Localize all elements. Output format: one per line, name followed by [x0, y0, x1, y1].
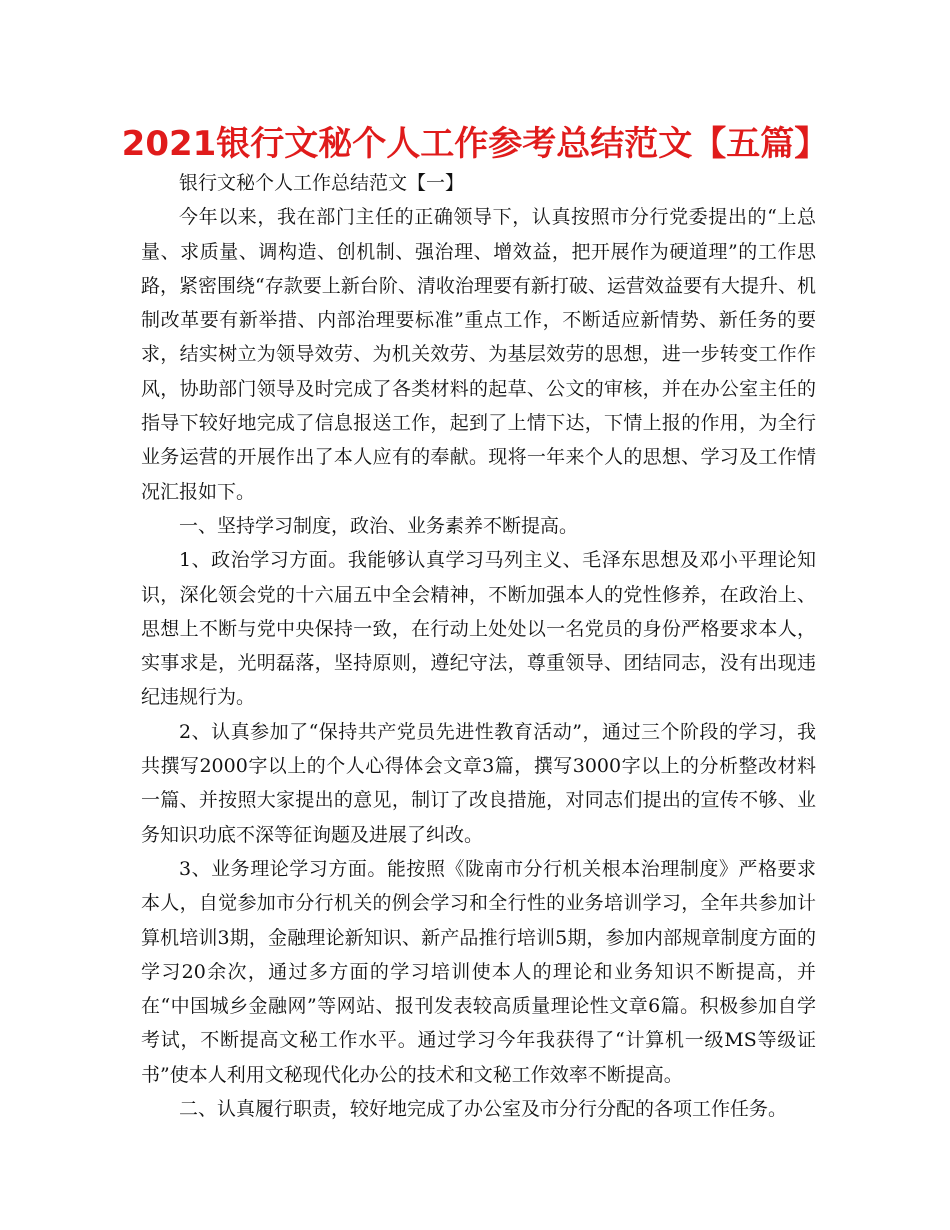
body-paragraph: 今年以来，我在部门主任的正确领导下，认真按照市分行党委提出的“上总量、求质量、调构造、创机制、强治理、增效益，把开展作为硬道理”的工作思路，紧密围绕“存款要上新台阶、清收治理要有新打破、运营效益要有大提升、机制改革要有新举措、内部治理要标准”重点工作，不断适应新情势、新任务的要求，结实树立为领导效劳、为机关效劳、为基层效劳的思想，进一步转变工作作风，协助部门领导及时完成了各类材料的起草、公文的审核，并在办公室主任的指导下较好地完成了信息报送工作，起到了上情下达，下情上报的作用，为全行业务运营的开展作出了本人应有的奉献。现将一年来个人的思想、学习及工作情况汇报如下。 [141, 206, 816, 503]
document-body [141, 166, 816, 1126]
section-heading: 银行文秘个人工作总结范文【一】 [179, 172, 465, 194]
body-paragraph: 1、政治学习方面。我能够认真学习马列主义、毛泽东思想及邓小平理论知识，深化领会党的十六届五中全会精神，不断加强本人的党性修养，在政治上、思想上不断与党中央保持一致，在行动上处处以一名党员的身份严格要求本人，实事求是，光明磊落，坚持原则，遵纪守法，尊重领导、团结同志，没有出现违纪违规行为。 [141, 549, 816, 709]
body-paragraph: 3、业务理论学习方面。能按照《陇南市分行机关根本治理制度》严格要求本人，自觉参加市分行机关的例会学习和全行性的业务培训学习，全年共参加计算机培训3期，金融理论新知识、新产品推行培训5期，参加内部规章制度方面的学习20余次，通过多方面的学习培训使本人的理论和业务知识不断提高，并在“中国城乡金融网”等网站、报刊发表较高质量理论性文章6篇。积极参加自学考试，不断提高文秘工作水平。通过学习今年我获得了“计算机一级MS等级证书”使本人利用文秘现代化办公的技术和文秘工作效率不断提高。 [141, 857, 816, 1086]
section-heading: 二、认真履行职责，较好地完成了办公室及市分行分配的各项工作任务。 [179, 1098, 788, 1121]
body-paragraph: 2、认真参加了“保持共产党员先进性教育活动”，通过三个阶段的学习，我共撰写2000字以上的个人心得体会文章3篇，撰写3000字以上的分析整改材料一篇、并按照大家提出的意见，制订了改良措施，对同志们提出的宣传不够、业务知识功底不深等征询题及进展了纠改。 [141, 720, 816, 846]
document-title: 2021银行文秘个人工作参考总结范文【五篇】 [121, 124, 829, 164]
section-heading: 一、坚持学习制度，政治、业务素养不断提高。 [179, 514, 579, 537]
